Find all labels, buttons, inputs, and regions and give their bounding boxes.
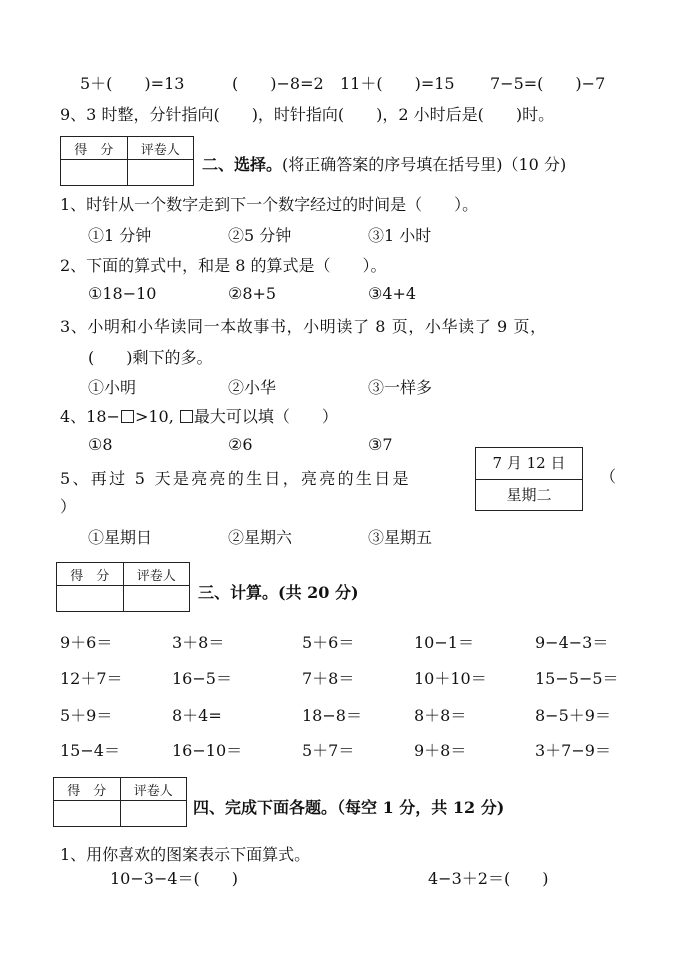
calc-item: 5＋6＝ [302,633,355,652]
blank-square-icon [121,410,134,423]
date-card-date: 7 月 12 日 [476,448,582,480]
s2-q2-option-1: ①18−10 [88,284,157,303]
s2-q5-paren-close: ） [60,497,77,516]
s2-q4-part-b: >10, [134,407,174,426]
s4-q1-text: 1、用你喜欢的图案表示下面算式。 [60,845,311,864]
section-2-title: 二、选择。 [202,155,283,174]
q8-item-2: ( )−8=2 [232,74,324,93]
s2-q5-option-3: ③星期五 [368,528,433,547]
calc-item: 9＋8＝ [414,741,467,760]
calc-item: 8＋4= [172,706,222,725]
section-2-heading [202,152,566,175]
score-table-4 [53,777,187,827]
q9-text: 9、3 时整，分针指向( )，时针指向( )，2 小时后是( )时。 [60,105,555,124]
section-3-title: 三、计算。(共 20 分) [198,583,359,602]
score-col: 得 分 [54,778,121,801]
s2-q3-option-1: ①小明 [88,378,137,397]
calc-item: 18−8＝ [302,706,362,725]
score-cell[interactable] [57,586,124,612]
calc-item: 10−1＝ [414,633,474,652]
section-2-note: (将正确答案的序号填在括号里)（10 分) [282,155,567,174]
s4-q1-expr-2: 4−3＋2＝( ) [428,869,549,888]
calc-item: 16−5＝ [172,669,232,688]
calc-item: 8−5＋9＝ [535,706,611,725]
grader-col: 评卷人 [120,778,187,801]
s2-q1-text: 1、时针从一个数字走到下一个数字经过的时间是（ ）。 [60,195,479,214]
q8-item-3: 11＋( )=15 [340,74,455,93]
grader-col: 评卷人 [127,137,194,160]
s2-q5-option-2: ②星期六 [228,528,293,547]
calc-item: 16−10＝ [172,741,243,760]
calc-item: 3＋7−9＝ [535,741,611,760]
s2-q4-part-c: 最大可以填（ ） [193,407,338,426]
calc-item: 10＋10＝ [414,669,487,688]
calc-item: 15−4＝ [60,741,120,760]
s2-q4-part-a: 4、18− [60,407,120,426]
s2-q4-option-3: ③7 [368,435,393,454]
score-table-3 [56,562,190,612]
s2-q3-text2: ( )剩下的多。 [88,348,213,367]
calc-item: 9−4−3＝ [535,633,609,652]
grader-col: 评卷人 [123,563,190,586]
calc-item: 9＋6＝ [60,633,113,652]
calc-item: 5＋7＝ [302,741,355,760]
calc-item: 5＋9＝ [60,706,113,725]
calc-item: 3＋8＝ [172,633,225,652]
section-4-heading [193,795,504,818]
score-col: 得 分 [57,563,124,586]
s2-q2-option-2: ②8+5 [228,284,277,303]
calc-item: 8＋8＝ [414,706,467,725]
grader-cell[interactable] [120,801,187,827]
s2-q1-option-2: ②5 分钟 [228,226,292,245]
grader-cell[interactable] [123,586,190,612]
blank-square-icon [180,410,193,423]
s2-q3-option-2: ②小华 [228,378,277,397]
calc-item: 7＋8＝ [302,669,355,688]
calc-item: 15−5−5＝ [535,669,619,688]
grader-cell[interactable] [127,160,194,186]
score-cell[interactable] [54,801,121,827]
date-card [475,447,583,511]
s2-q5-text: 5、再过 5 天是亮亮的生日，亮亮的生日是 [60,469,411,488]
s2-q2-option-3: ③4+4 [368,284,417,303]
section-4-note: （每空 1 分，共 12 分) [337,798,505,817]
section-4-title: 四、完成下面各题。 [193,798,338,817]
score-cell[interactable] [61,160,128,186]
s2-q5-paren-open: （ [600,467,617,486]
s2-q1-option-1: ①1 分钟 [88,226,152,245]
s2-q4-option-1: ①8 [88,435,113,454]
s2-q2-text: 2、下面的算式中，和是 8 的算式是（ ）。 [60,256,387,275]
s2-q4-text [60,404,338,427]
s2-q5-option-1: ①星期日 [88,528,153,547]
date-card-weekday: 星期二 [506,486,552,504]
s2-q4-option-2: ②6 [228,435,253,454]
s4-q1-expr-1: 10−3−4＝( ) [110,869,239,888]
s2-q3-text: 3、小明和小华读同一本故事书，小明读了 8 页，小华读了 9 页， [60,317,547,336]
score-table-2 [60,136,194,186]
q8-item-4: 7−5=( )−7 [490,74,606,93]
calc-item: 12＋7＝ [60,669,123,688]
s2-q3-option-3: ③一样多 [368,378,433,397]
s2-q1-option-3: ③1 小时 [368,226,432,245]
q8-item-1: 5＋( )=13 [80,74,185,93]
score-col: 得 分 [61,137,128,160]
